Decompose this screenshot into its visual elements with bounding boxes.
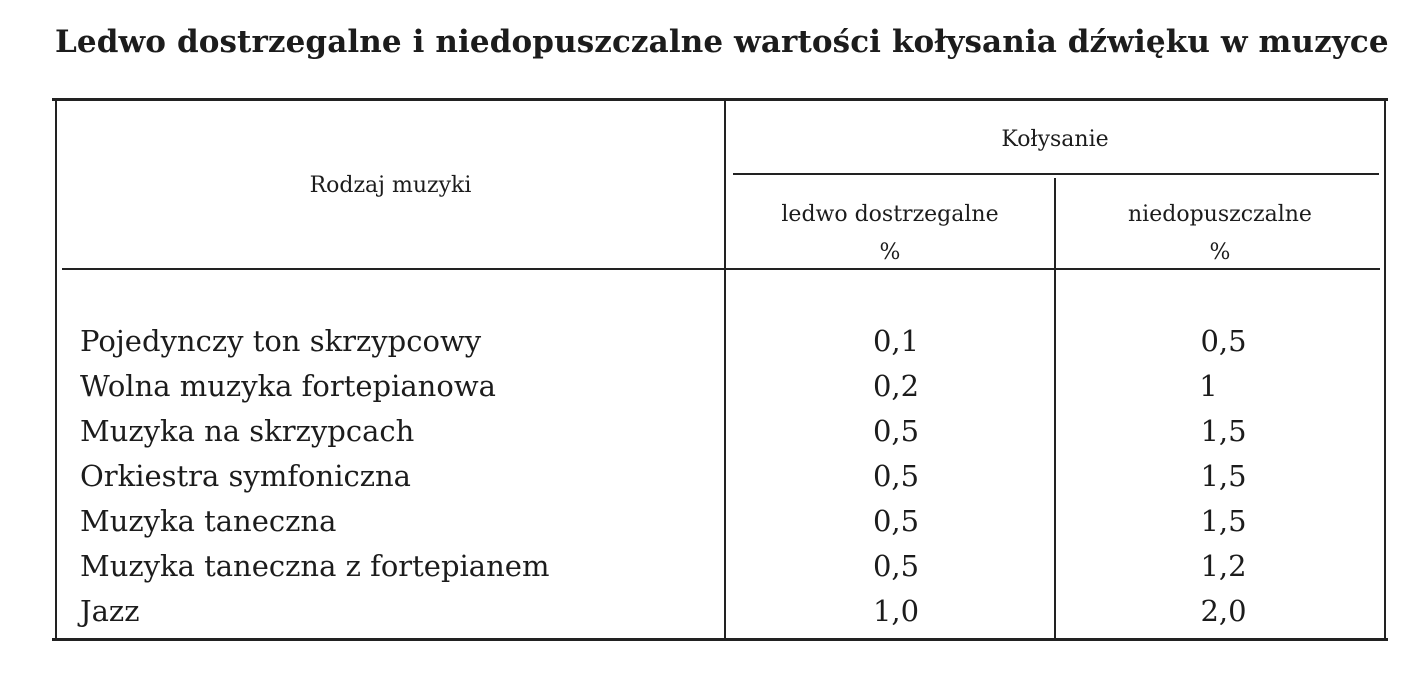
header-body-rule (62, 268, 1380, 270)
row-label: Pojedynczy ton skrzypcowy (80, 324, 482, 358)
cell-barely: 0,1 (872, 324, 920, 358)
cell-unacceptable: 1 (1199, 369, 1218, 403)
header-barely-perceptible: ledwo dostrzegalne (781, 202, 999, 227)
row-label: Muzyka taneczna z fortepianem (80, 549, 550, 583)
table-top-rule (52, 98, 1388, 101)
table-title: Ledwo dostrzegalne i niedopuszczalne wartości kołysania dźwięku w muzyce (55, 24, 1389, 60)
cell-barely: 0,5 (872, 549, 920, 583)
cell-barely: 0,5 (872, 414, 920, 448)
group-header-rule (733, 173, 1379, 175)
header-barely-unit: % (879, 240, 901, 265)
row-label: Muzyka na skrzypcach (80, 414, 415, 448)
header-group-swing: Kołysanie (1001, 127, 1109, 152)
header-music-type: Rodzaj muzyki (309, 173, 472, 198)
cell-barely: 0,2 (872, 369, 920, 403)
cell-unacceptable: 1,5 (1200, 504, 1247, 538)
cell-barely: 1,0 (872, 594, 920, 628)
row-label: Orkiestra symfoniczna (80, 459, 411, 493)
row-label: Wolna muzyka fortepianowa (80, 369, 496, 403)
cell-unacceptable: 1,2 (1200, 549, 1247, 583)
row-label: Jazz (80, 594, 140, 628)
cell-barely: 0,5 (872, 504, 920, 538)
header-unacceptable-unit: % (1209, 240, 1231, 265)
cell-unacceptable: 1,5 (1200, 459, 1247, 493)
row-label: Muzyka taneczna (80, 504, 337, 538)
table-bottom-rule (52, 638, 1388, 641)
cell-unacceptable: 2,0 (1200, 594, 1247, 628)
header-unacceptable: niedopuszczalne (1128, 202, 1312, 227)
cell-unacceptable: 1,5 (1200, 414, 1247, 448)
cell-unacceptable: 0,5 (1200, 324, 1247, 358)
cell-barely: 0,5 (872, 459, 920, 493)
